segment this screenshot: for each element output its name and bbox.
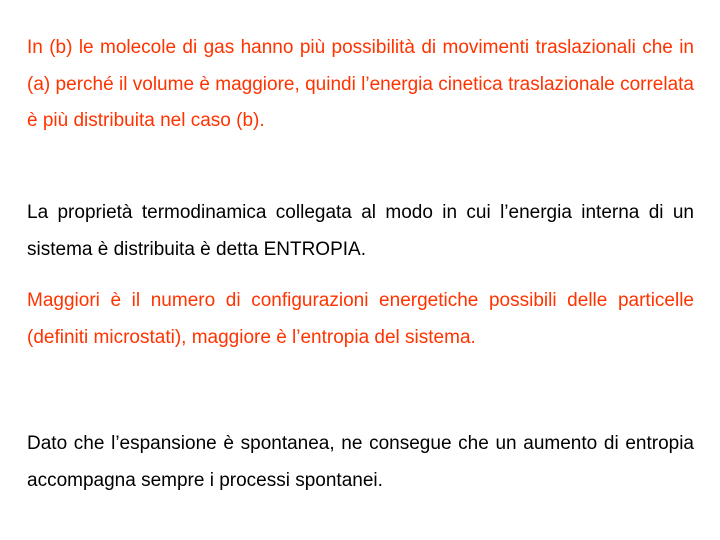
paragraph-microstates: Maggiori è il numero di configurazioni energetiche possibili delle particelle (definiti microstati), maggiore è l’entropia del sistema. (27, 290, 694, 348)
paragraph-entropy-definition: La proprietà termodinamica collegata al modo in cui l’energia interna di un sistema è distribuita è detta ENTROPIA. (27, 202, 694, 260)
paragraph-spontaneous-processes: Dato che l’espansione è spontanea, ne consegue che un aumento di entropia accompagna sempre i processi spontanei. (27, 433, 694, 491)
paragraph-translational-motion: In (b) le molecole di gas hanno più possibilità di movimenti traslazionali che in (a) perché il volume è maggiore, quindi l’energia cinetica traslazionale correlata è più distribuita nel caso (b). (27, 37, 694, 131)
